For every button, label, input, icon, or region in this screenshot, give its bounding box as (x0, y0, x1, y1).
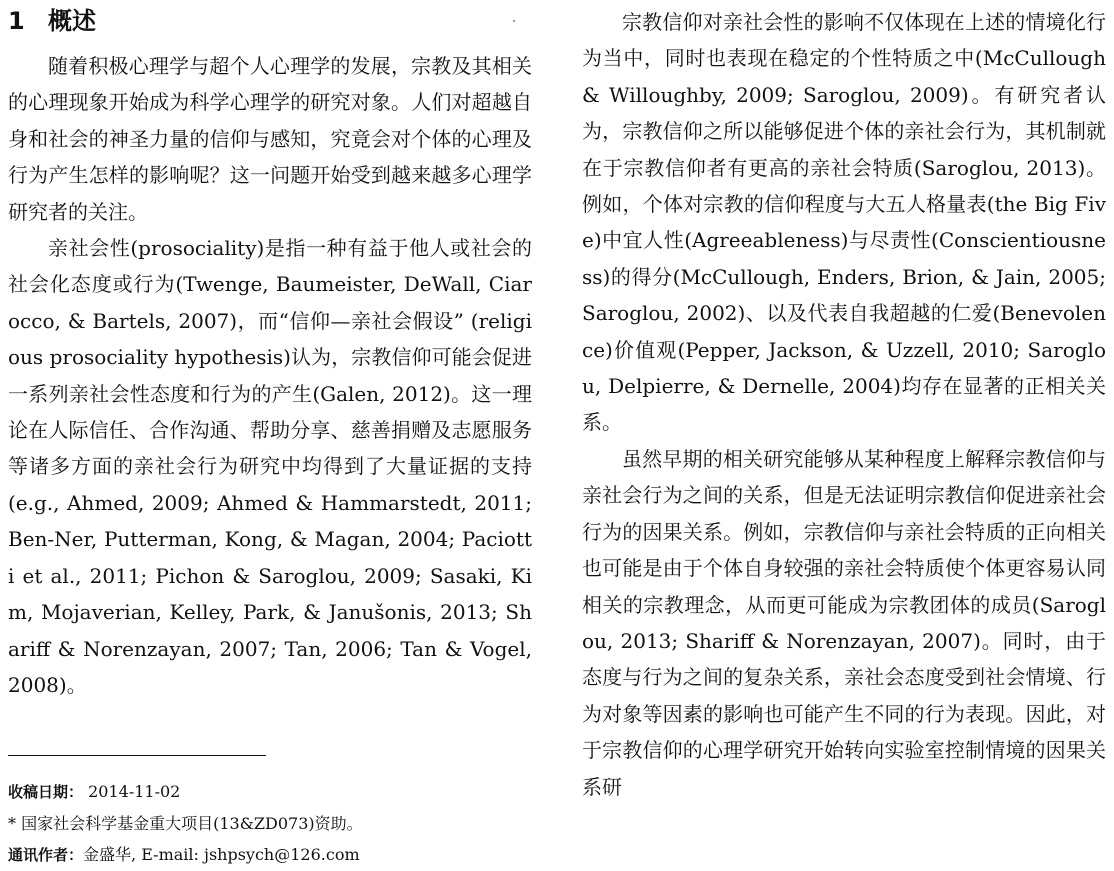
paragraph-prosociality: 亲社会性(prosociality)是指一种有益于他人或社会的社会化态度或行为(Twenge, Baumeister, DeWall, Ciarocco, & Bartels, 2007)，而“信仰—亲社会假设” (religious prosociality hypothesis)认为，宗教信仰可能会促进一系列亲社会性态度和行为的产生(Galen, 2012)。这一理论在人际信任、合作沟通、帮助分享、慈善捐赠及志愿服务等诸多方面的亲社会行为研究中均得到了大量证据的支持(e.g., Ahmed, 2009; Ahmed & Hammarstedt, 2011; Ben-Ner, Putterman, Kong, & Magan, 2004; Paciotti et al., 2011; Pichon & Saroglou, 2009; Sasaki, Kim, Mojaverian, Kelley, Park, & Janušonis, 2013; Shariff & Norenzayan, 2007; Tan, 2006; Tan & Vogel, 2008)。 (8, 236, 532, 697)
contact-info: 金盛华, E-mail: jshpsych@126.com (83, 845, 360, 864)
section-number: 1 (8, 7, 25, 35)
received-date: 2014-11-02 (88, 782, 181, 801)
contact-label: 通讯作者： (8, 846, 84, 864)
footnote-received (8, 776, 548, 808)
paragraph-traits: 宗教信仰对亲社会性的影响不仅体现在上述的情境化行为当中，同时也表现在稳定的个性特质之中(McCullough & Willoughby, 2009; Saroglou, 2009)。有研究者认为，宗教信仰之所以能够促进个体的亲社会行为，其机制就在于宗教信仰者有更高的亲社会特质(Saroglou, 2013)。例如，个体对宗教的信仰程度与大五人格量表(the Big Five)中宜人性(Agreeableness)与尽责性(Conscientiousness)的得分(McCullough, Enders, Brion, & Jain, 2005; Saroglou, 2002)、以及代表自我超越的仁爱(Benevolence)价值观(Pepper, Jackson, & Uzzell, 2010; Saroglou, Delpierre, & Dernelle, 2004)均存在显著的正相关关系。 (582, 10, 1106, 435)
footnote-funding: * 国家社会科学基金重大项目(13&ZD073)资助。 (8, 814, 363, 833)
received-label: 收稿日期： (8, 783, 84, 801)
footnote-divider (8, 755, 266, 756)
paragraph-intro: 随着积极心理学与超个人心理学的发展，宗教及其相关的心理现象开始成为科学心理学的研究对象。人们对超越自身和社会的神圣力量的信仰与感知，究竟会对个体的心理及行为产生怎样的影响呢？这一问题开始受到越来越多心理学研究者的关注。 (8, 54, 532, 224)
footnote-contact (8, 839, 548, 871)
paragraph-causality: 虽然早期的相关研究能够从某种程度上解释宗教信仰与亲社会行为之间的关系，但是无法证明宗教信仰促进亲社会行为的因果关系。例如，宗教信仰与亲社会特质的正向相关也可能是由于个体自身较强的亲社会特质使个体更容易认同相关的宗教理念，从而更可能成为宗教团体的成员(Saroglou, 2013; Shariff & Norenzayan, 2007)。同时，由于态度与行为之间的复杂关系，亲社会态度受到社会情境、行为对象等因素的影响也可能产生不同的行为表现。因此，对于宗教信仰的心理学研究开始转向实验室控制情境的因果关系研 (582, 446, 1106, 799)
left-column (8, 4, 532, 703)
right-column (582, 4, 1106, 805)
footnotes (8, 776, 548, 871)
section-heading (8, 4, 532, 38)
section-title: 概述 (48, 7, 96, 35)
